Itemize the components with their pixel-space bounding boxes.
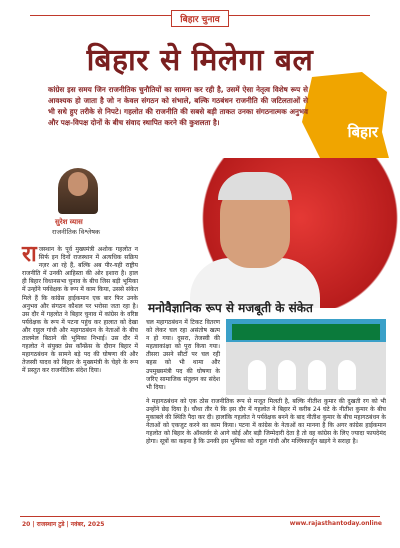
article-column-1 (22, 242, 138, 376)
author-face (68, 172, 88, 196)
article-column-2: चल महागठबंधन में टिकट वितरण को लेकर चल रहा असंतोष खत्म न हो गया। दूसरा, तेजस्वी की महत्वाकांक्षा को पूरा किया गया। तीसरा उसने सीटों पर चल रही बहस को भी थामा और उपमुख्यमंत्री पद की घोषणा के जरिए सामाजिक संतुलन का संदेश भी दिया। (146, 319, 220, 391)
photo-person (248, 360, 266, 390)
section-tag: बिहार चुनाव (0, 7, 400, 27)
subheading: मनोवैज्ञानिक रूप से मजबूती के संकेत (148, 301, 313, 315)
photo-person (278, 360, 296, 390)
author-name: सुरेश व्यास (55, 218, 83, 226)
footer-page-info: 20 | राजस्थान टुडे | नवंबर, 2025 (22, 521, 105, 528)
photo-person (338, 360, 356, 390)
footer-website-link[interactable]: www.rajasthantoday.online (289, 520, 382, 527)
article-column-3: ने महागठबंधन को एक ठोस राजनीतिक रूप से मजूत मिलती है, बल्कि नीतीश कुमार की दुखती रग को भी उन्होंने छेड़ दिया है। चौथा तीर ये कि इस दौर में गहलोत ने बिहार में करीब 24 घंटे के नीतीश कुमार के बीच मुकाबले की स्थिति पैदा कर दी। हालांकि गहलोत ने पर्यवेक्षक बनने के बाद नीतीश कुमार के बीच महागठबंधन के नेताओं को एकजुट करने का काम किया। पटना में कांग्रेस के नेताओं का मानना है कि अगर कांग्रेस हाईकमान गहलोत को बिहार के ऑब्जर्वर से आगे कोई और बड़ी जिम्मेदारी देता है तो वह कांग्रेस के लिए ज्यादा फायदेमंद होगा। सूत्रों का कहना है कि उनकी इस भूमिका को राहुल गांधी और मल्लिकार्जुन खड़गे ने सराहा है। (146, 398, 386, 446)
column-1-text: जस्थान के पूर्व मुख्यमंत्री अशोक गहलोत न सिर्फ इन दिनों राजस्थान में अत्यधिक सक्रिय नज़र आ रहे हैं, बल्कि अब पीर-यही राष्ट्रीय राजनीति में उनकी आहिस्ता की ओर इशारा है। हाल ही बिहार विधानसभा चुनाव के बीच जिस बड़ी भूमिका में उन्होंने पर्यवेक्षक के रूप में काम किया, उससे संकेत मिले हैं कि कांग्रेस हाईकमान एक बार फिर उनके अनुभव और संगठन कौशल पर भरोसा जता रहा है। उस दौर में गहलोत ने बिहार चुनाव में कांग्रेस के वरिष्ठ पर्यवेक्षक के रूप में पटना पहुंच कर हालात को देखा और राहुल गांधी और महागठबंधन के नेताओं के बीच तालमेल बिठाने की भूमिका निभाई। उस दौर में गहलोत ने संयुक्त प्रेस कॉन्फ्रेंस के दौरान बिहार में महागठबंधन के सामने बड़े पद की घोषणा की और तेजस्वी यादव को बिहार के मुख्यमंत्री के चेहरे के रूप में प्रस्तुत कर राजनीतिक संदेश दिया। (22, 246, 138, 375)
map-label: बिहार (347, 123, 378, 141)
intro-paragraph: कांग्रेस इस समय जिन राजनीतिक चुनौतियों का सामना कर रही है, उसमें ऐसा नेतृत्व विशेष रूप से आवश्यक हो जाता है जो न केवल संगठन को संभाले, बल्कि गठबंधन राजनीति की जटिलताओं से भी सधे हुए तरीके से निपटे। गहलोत की राजनीति की सबसे बड़ी ताकत उनका संगठनात्मक अनुभव और पक्ष-विपक्ष दोनों के बीच संवाद स्थापित करने की कुशलता है। (48, 85, 308, 127)
author-title: राजनीतिक विश्लेषक (52, 228, 101, 236)
drop-cap: रा (22, 242, 37, 267)
photo-person (308, 360, 326, 390)
photo-banner (232, 324, 380, 340)
footer-rule (20, 516, 380, 517)
headline: बिहार से मिलेगा बल (86, 43, 314, 78)
